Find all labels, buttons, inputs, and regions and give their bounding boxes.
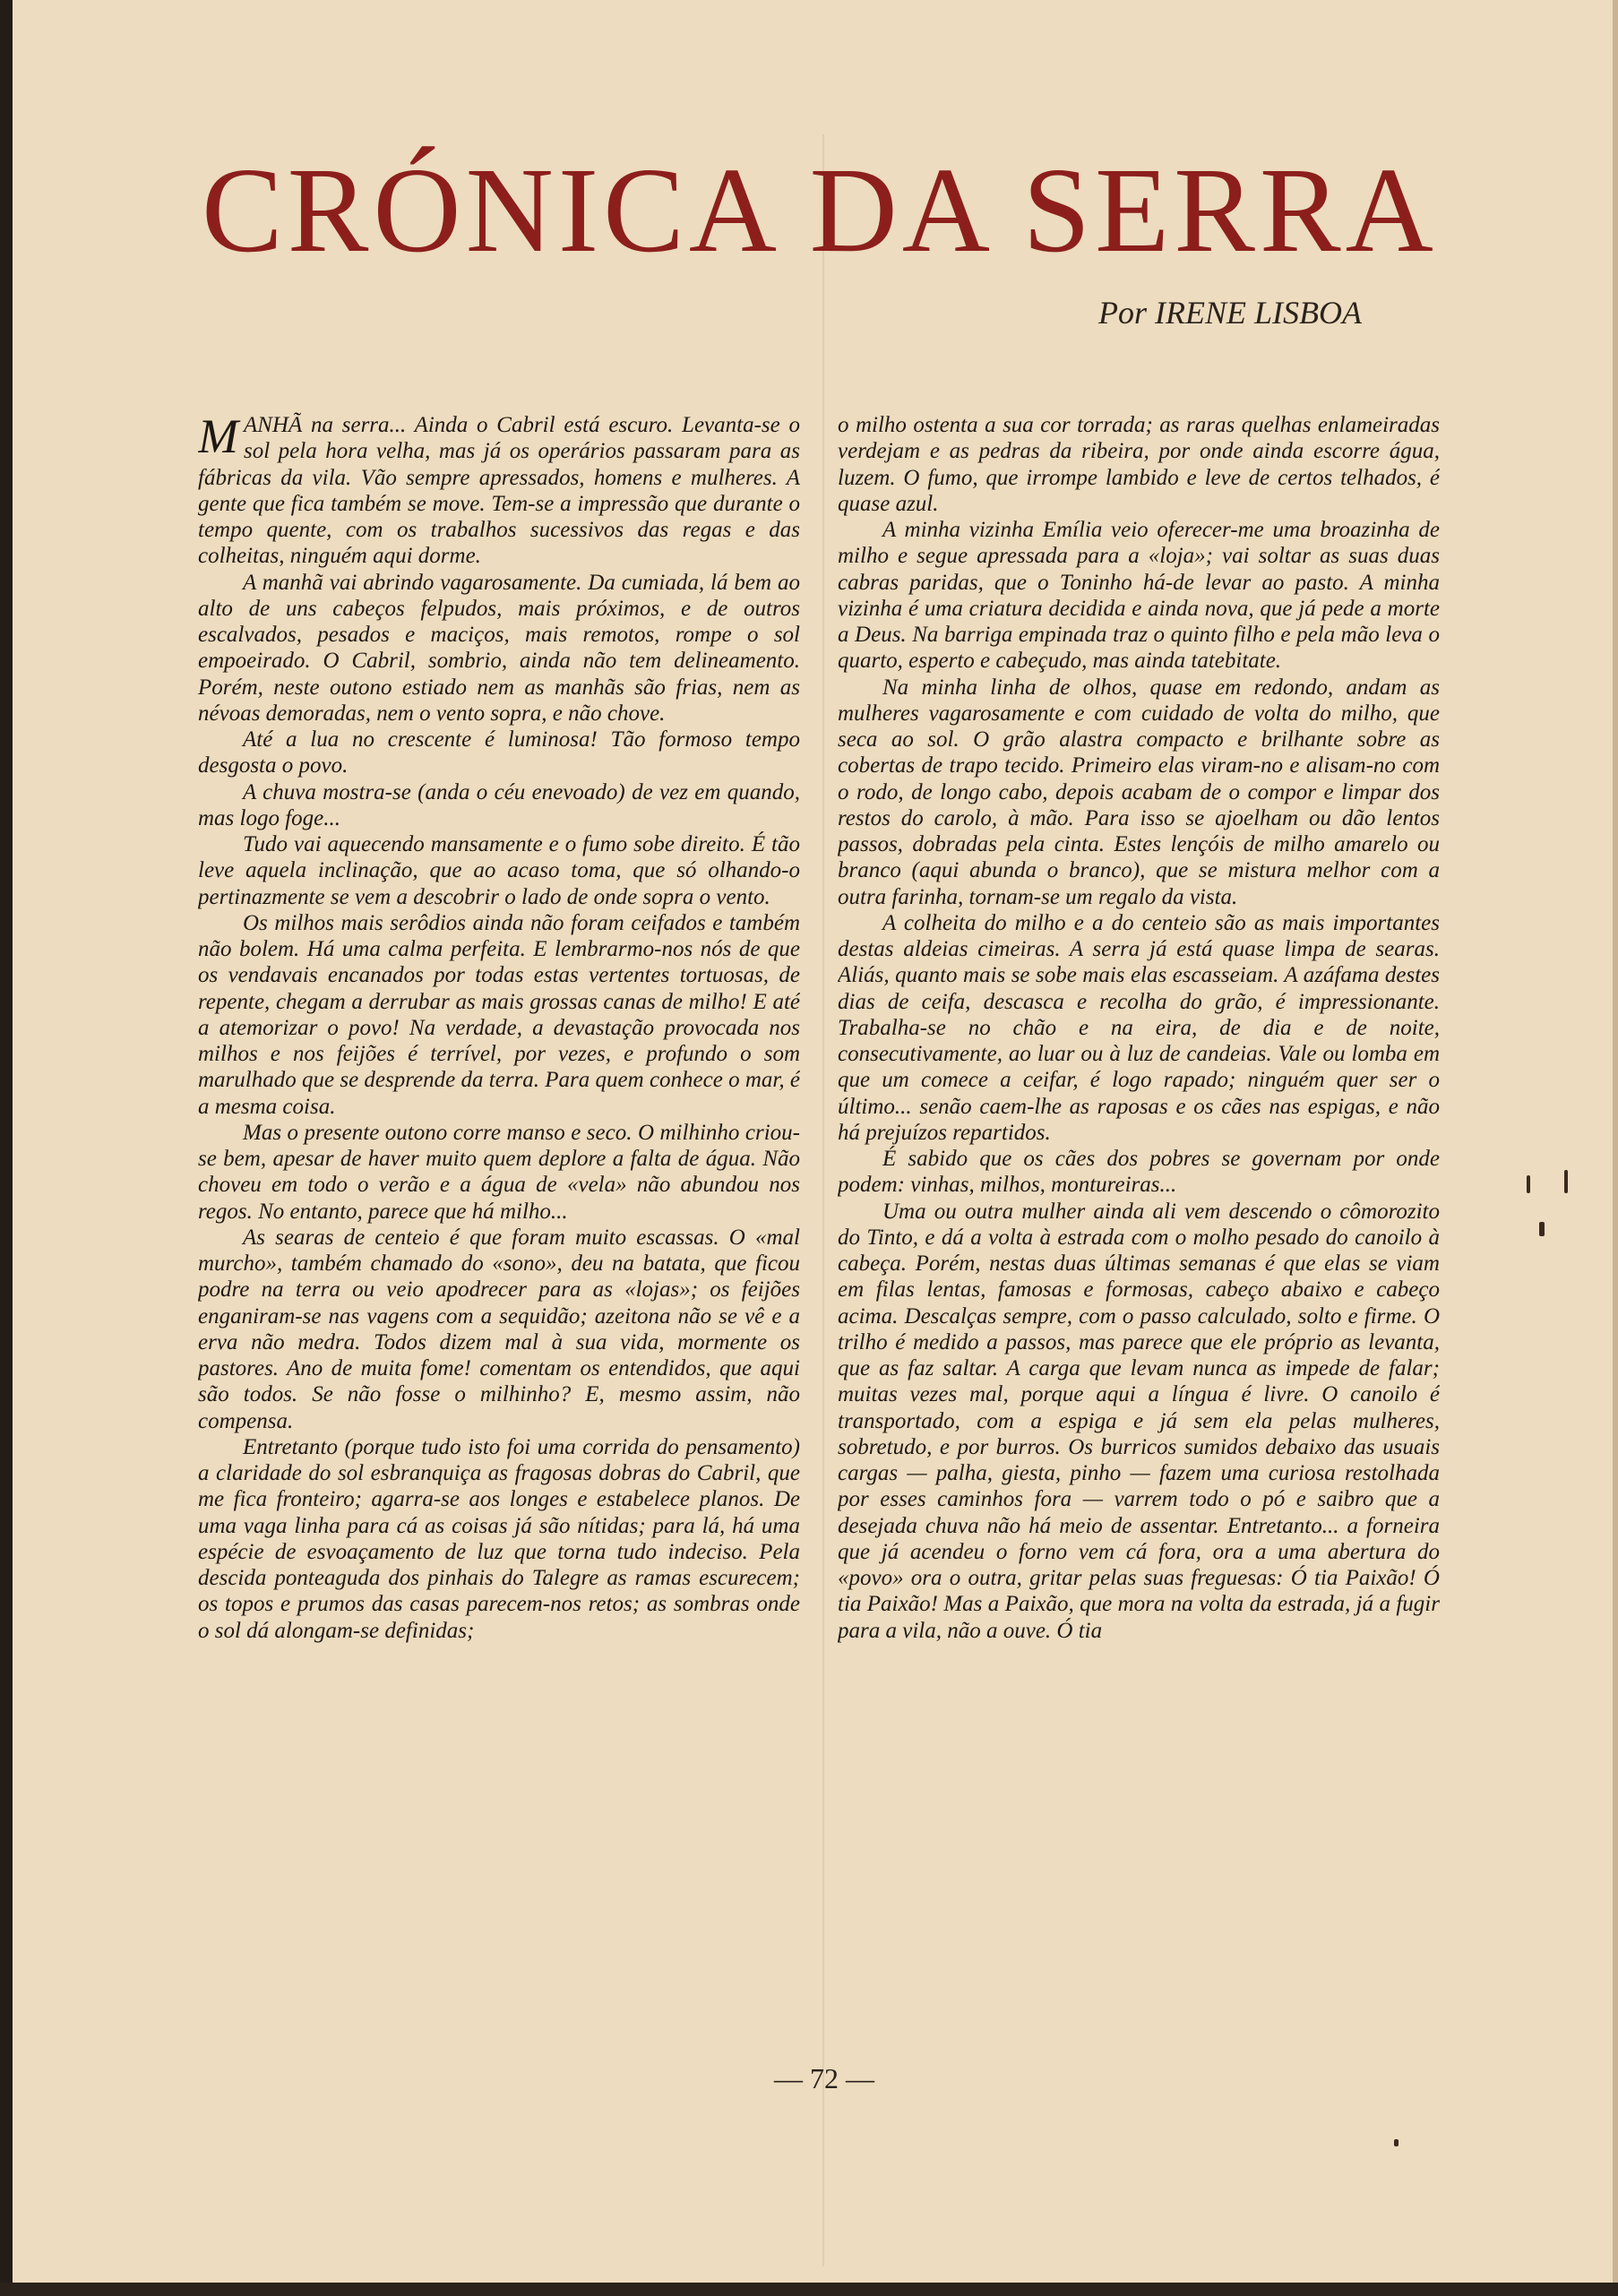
paragraph: É sabido que os cães dos pobres se governam por onde podem: vinhas, milhos, montureiras...	[838, 1147, 1440, 1198]
article-title: CRÓNICA DA SERRA	[202, 143, 1438, 278]
page-number: — 72 —	[774, 2062, 874, 2094]
paragraph: Mas o presente outono corre manso e seco. O milhinho criou-se bem, apesar de haver muito quem deplore a falta de água. Não choveu em todo o verão e a água de «vela» não abundou nos regos. No entanto, parece que há milho...	[198, 1120, 800, 1224]
paragraph: A manhã vai abrindo vagarosamente. Da cumiada, lá bem ao alto de uns cabeços felpudos, mais próximos, e de outros escalvados, pesados e maciços, mais remotos, rompe o sol empoeirado. O Cabril, sombrio, ainda não tem delineamento. Porém, neste outono estiado nem as manhãs são frias, nem as névoas demoradas, nem o vento sopra, e não chove.	[198, 570, 800, 726]
paragraph: Tudo vai aquecendo mansamente e o fumo sobe direito. É tão leve aquela inclinação, que ao acaso toma, que só olhando-o pertinazmente se vem a descobrir o lado de onde sopra o vento.	[198, 832, 800, 909]
scan-border-left	[0, 0, 13, 2296]
paragraph: Na minha linha de olhos, quase em redondo, andam as mulheres vagarosamente e com cuidado de volta do milho, que seca ao sol. O grão alastra compacto e brilhante sobre as cobertas de trapo tecido. Primeiro elas viram-no e alisam-no com o rodo, de longo cabo, depois acabam de o compor e limpar dos restos do carolo, à mão. Para isso se ajoelham ou dão lentos passos, dobradas pela cinta. Estes lençóis de milho amarelo ou branco (aqui abunda o branco), que se mistura melhor com a outra farinha, tornam-se um regalo da vista.	[838, 675, 1440, 909]
text-column-left	[198, 412, 800, 2025]
article-byline: Por IRENE LISBOA	[1098, 295, 1362, 331]
drop-cap: M	[198, 412, 238, 463]
paragraph: A colheita do milho e a do centeio são as mais importantes destas aldeias cimeiras. A serra já está quase limpa de searas. Aliás, quanto mais se sobe mais elas escasseiam. A azáfama destes dias de ceifa, descasca e recolha do grão, é impressionante. Trabalha-se no chão e na eira, de dia e de noite, consecutivamente, ao luar ou à luz de candeias. Vale ou lomba em que um comece a ceifar, é logo rapado; ninguém quer ser o último... senão caem-lhe as raposas e os cães nas espigas, e não há prejuízos repartidos.	[838, 910, 1440, 1145]
ink-speck	[1564, 1170, 1568, 1193]
page-crease	[822, 134, 824, 2266]
paragraph: Até a lua no crescente é luminosa! Tão formoso tempo desgosta o povo.	[198, 727, 800, 778]
paragraph: Uma ou outra mulher ainda ali vem descendo o cômorozito do Tinto, e dá a volta à estrada com o molho pesado do canoilo à cabeça. Porém, nestas duas últimas semanas é que elas se viam em filas lentas, famosas e formosas, cabeço abaixo e cabeço acima. Descalças sempre, com o passo calculado, solto e firme. O trilho é medido a passos, mas parece que ele próprio as levanta, que as faz saltar. A carga que levam nunca as impede de falar; muitas vezes mal, porque aqui a língua é livre. O canoilo é transportado, com a espiga e já sem ela pelas mulheres, sobretudo, e por burros. Os burricos sumidos debaixo das usuais cargas — palha, giesta, pinho — fazem uma curiosa restolhada por esses caminhos fora — varrem todo o pó e saibro que a desejada chuva não há meio de assentar. Entretanto... a forneira que já acendeu o forno vem cá fora, ora a uma abertura do «povo» ora o outra, gritar pelas suas freguesas: Ó tia Paixão! Ó tia Paixão! Mas a Paixão, que mora na volta da estrada, já a fugir para a vila, não a ouve. Ó tia	[838, 1199, 1440, 1643]
paragraph-text: ANHÃ na serra... Ainda o Cabril está escuro. Levanta-se o sol pela hora velha, mas já os operários passaram para as fábricas da vila. Vão sempre apressados, homens e mulheres. A gente que fica também se move. Tem-se a impressão que durante o tempo quente, com os trabalhos sucessivos das regas e das colheitas, ninguém aqui dorme.	[198, 413, 800, 569]
ink-speck	[1527, 1175, 1530, 1193]
scan-border-bottom	[0, 2283, 1618, 2296]
paragraph: o milho ostenta a sua cor torrada; as raras quelhas enlameiradas verdejam e as pedras da ribeira, por onde ainda escorre água, luzem. O fumo, que irrompe lambido e leve de certos telhados, é quase azul.	[838, 413, 1440, 516]
paragraph: A minha vizinha Emília veio oferecer-me uma broazinha de milho e segue apressada para a «loja»; vai soltar as suas duas cabras paridas, que o Toninho há-de levar ao pasto. A minha vizinha é uma criatura decidida e ainda nova, que já pede a morte a Deus. Na barriga empinada traz o quinto filho e pela mão leva o quarto, esperto e cabeçudo, mas ainda tatebitate.	[838, 518, 1440, 674]
paragraph: As searas de centeio é que foram muito escassas. O «mal murcho», também chamado do «sono», deu na batata, que ficou podre na terra ou veio apodrecer para as «lojas»; os feijões enganiram-se nas vagens com a sequidão; azeitona não se vê e a erva não medra. Todos dizem mal à sua vida, mormente os pastores. Ano de muita fome! comentam os entendidos, que aqui são todos. Se não fosse o milhinho? E, mesmo assim, não compensa.	[198, 1225, 800, 1433]
paragraph: Entretanto (porque tudo isto foi uma corrida do pensamento) a claridade do sol esbranquiça as fragosas dobras do Cabril, que me fica fronteiro; agarra-se aos longes e estabelece planos. De uma vaga linha para cá as coisas já são nítidas; para lá, há uma espécie de esvoaçamento de luz que torna tudo indeciso. Pela descida ponteaguda dos pinhais do Talegre as ramas escurecem; os topos e prumos das casas parecem-nos retos; as sombras onde o sol dá alongam-se definidas;	[198, 1434, 800, 1643]
paragraph	[198, 412, 800, 570]
text-column-right	[838, 412, 1440, 2025]
scan-border-right	[1613, 0, 1618, 2296]
ink-speck	[1394, 2139, 1399, 2146]
paragraph: A chuva mostra-se (anda o céu enevoado) de vez em quando, mas logo foge...	[198, 779, 800, 830]
paragraph: Os milhos mais serôdios ainda não foram ceifados e também não bolem. Há uma calma perfeita. E lembrarmo-nos nós de que os vendavais encanados por todas estas vertentes tortuosas, de repente, chegam a derrubar as mais grossas canas de milho! E até a atemorizar o povo! Na verdade, a devastação provocada nos milhos e nos feijões é terrível, por vezes, e profundo o som marulhado que se desprende da terra. Para quem conhece o mar, é a mesma coisa.	[198, 910, 800, 1119]
ink-speck	[1539, 1222, 1545, 1236]
